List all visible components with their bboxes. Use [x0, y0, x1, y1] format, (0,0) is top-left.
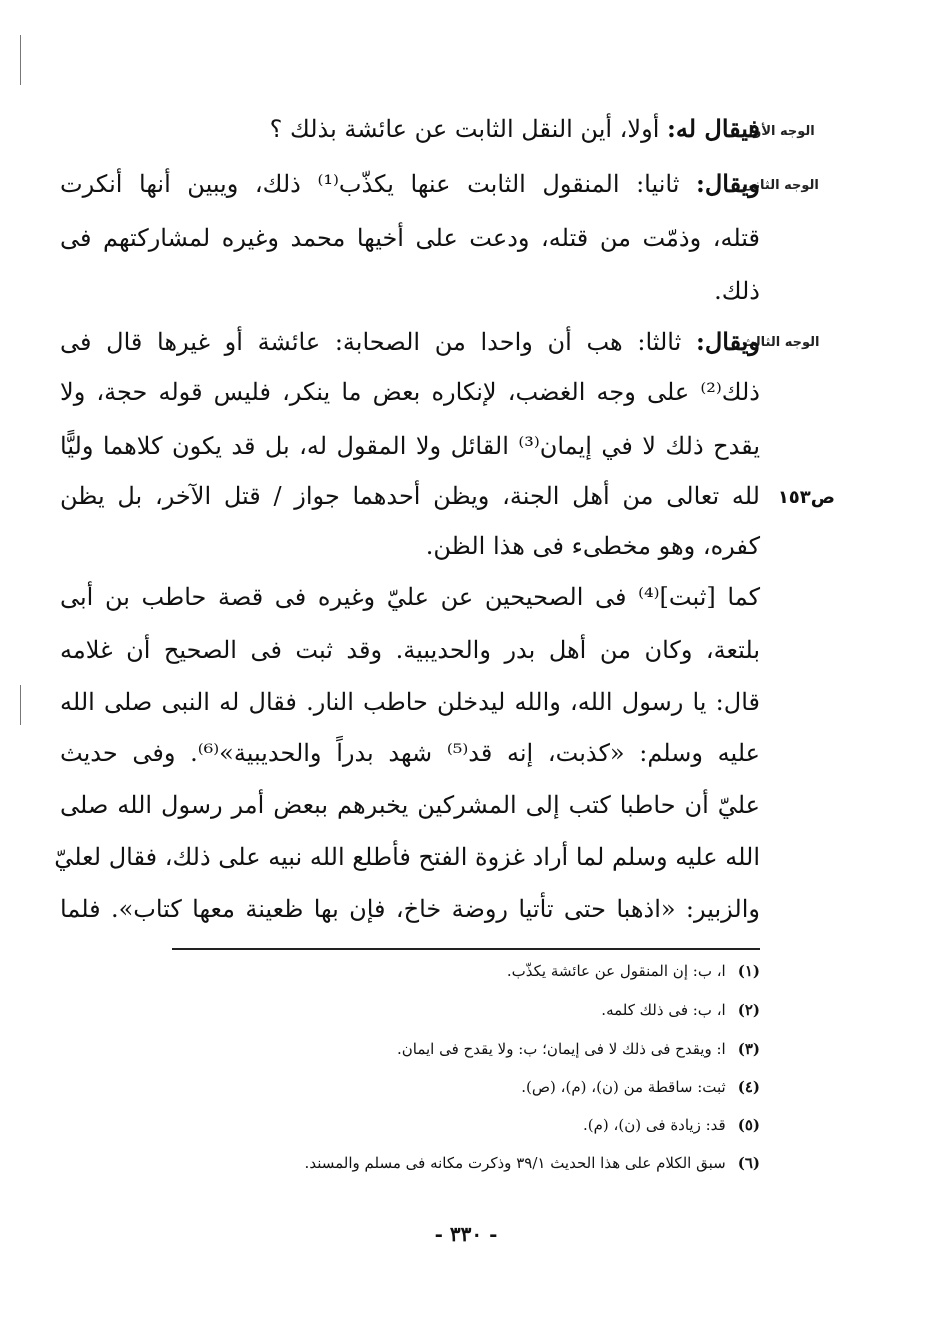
margin-note-third: الوجه الثالث	[742, 335, 820, 350]
text-line: عليّ أن حاطبا كتب إلى المشركين يخبرهم ببعض أمر رسول الله صلى	[60, 791, 760, 819]
footnote-item: (١)ا، ب: إن المنقول عن عائشة يكذّب.	[506, 962, 760, 980]
text-line: فيقال له: أولا، أين النقل الثابت عن عائشة بذلك ؟	[269, 114, 760, 143]
margin-rule-top	[20, 35, 21, 85]
text-line: عليه وسلم: «كذبت، إنه قد⁽⁵⁾ شهد بدراً والحديبية»⁽⁶⁾. وفى حديث	[60, 739, 760, 767]
margin-rule-middle	[20, 685, 21, 725]
margin-note-first: الوجه الأول	[742, 124, 815, 139]
text-line: يقدح ذلك لا في إيمان⁽³⁾ القائل ولا المقول له، بل قد يكون كلاهما وليًّا	[60, 432, 761, 460]
footnote-item: (٦)سبق الكلام على هذا الحديث ٣٩/١ وذكرت مكانه فى مسلم والمسند.	[304, 1154, 760, 1172]
text-line: قتله، وذمّت من قتله، ودعت على أخيها محمد وغيره لمشاركتهم فى	[60, 224, 760, 252]
text-line: الله عليه وسلم لما أراد غزوة الفتح فأطلع الله نبيه على ذلك، فقال لعليّ	[54, 843, 760, 871]
footnote-separator	[172, 948, 760, 950]
page-number: - ٣٣٠ -	[434, 1222, 498, 1246]
text-line: قال: يا رسول الله، والله ليدخلن حاطب النار. فقال له النبى صلى الله	[60, 688, 760, 716]
footnote-item: (٣)ا: ويقدح فى ذلك لا فى إيمان؛ ب: ولا يقدح فى ايمان.	[396, 1040, 760, 1058]
text-line: كفره، وهو مخطىء فى هذا الظن.	[425, 532, 760, 560]
text-line: ويقال: ثانيا: المنقول الثابت عنها يكذّب⁽¹⁾ ذلك، ويبين أنها أنكرت	[60, 169, 760, 198]
footnote-item: (٢)ا، ب: فى ذلك كلمه.	[601, 1001, 760, 1019]
text-line: لله تعالى من أهل الجنة، ويظن أحدهما جواز / قتل الآخر، بل يظن	[60, 482, 760, 510]
margin-note-second: الوجه الثانى	[742, 178, 819, 193]
footnote-item: (٥)قد: زيادة فى (ن)، (م).	[583, 1116, 760, 1134]
text-line: والزبير: «اذهبا حتى تأتيا روضة خاخ، فإن بها ظعينة معها كتاب». فلما	[60, 895, 760, 923]
text-line: بلتعة، وكان من أهل بدر والحديبية. وقد ثبت فى الصحيح أن غلامه	[60, 636, 760, 664]
text-line: ذلك⁽²⁾ على وجه الغضب، لإنكاره بعض ما ينكر، فليس قوله حجة، ولا	[60, 378, 760, 406]
page-reference: ص١٥٣	[777, 487, 835, 508]
text-line: ذلك.	[714, 277, 760, 305]
footnote-item: (٤)ثبت: ساقطة من (ن)، (م)، (ص).	[521, 1078, 760, 1096]
text-line: ويقال: ثالثا: هب أن واحدا من الصحابة: عائشة أو غيرها قال فى	[60, 327, 760, 356]
text-line: كما [ثبت]⁽⁴⁾ فى الصحيحين عن عليّ وغيره فى قصة حاطب بن أبى	[60, 583, 760, 611]
